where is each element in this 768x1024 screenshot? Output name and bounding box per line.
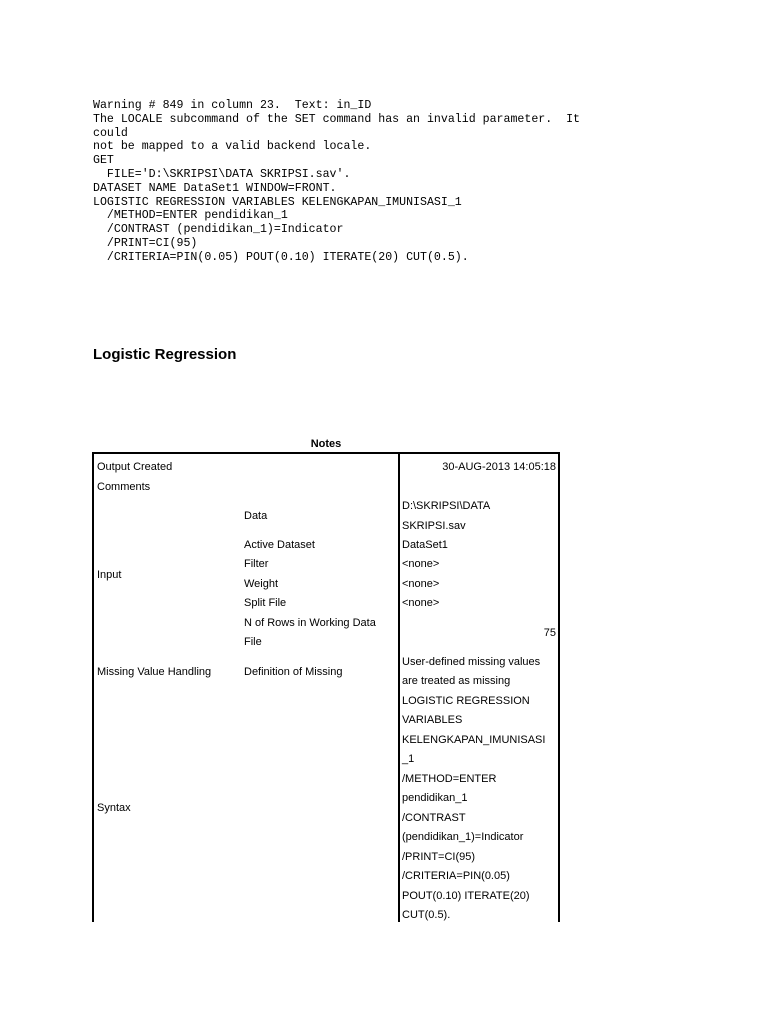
log-line: could: [93, 126, 128, 140]
output-created-value: 30-AUG-2013 14:05:18: [442, 461, 556, 473]
active-dataset-value: DataSet1: [402, 539, 448, 551]
log-line: GET: [93, 154, 114, 168]
log-line: Warning # 849 in column 23. Text: in_ID: [93, 99, 372, 112]
weight-value: <none>: [402, 578, 440, 590]
syntax-log: [93, 99, 653, 265]
syntax-line: POUT(0.10) ITERATE(20): [402, 890, 530, 902]
syntax-label: Syntax: [97, 802, 131, 814]
definition-of-missing-label: Definition of Missing: [244, 666, 343, 678]
syntax-line: pendidikan_1: [402, 792, 468, 804]
n-rows-value: 75: [543, 627, 556, 639]
definition-value-line: User-defined missing values: [402, 656, 541, 668]
input-label: Input: [97, 569, 122, 581]
log-line: /METHOD=ENTER pendidikan_1: [93, 209, 288, 223]
syntax-line: VARIABLES: [402, 714, 463, 726]
log-line: The LOCALE subcommand of the SET command has an invalid parameter. It: [93, 112, 581, 126]
syntax-line: KELENGKAPAN_IMUNISASI: [402, 734, 546, 746]
log-line: /CRITERIA=PIN(0.05) POUT(0.10) ITERATE(20) CUT(0.5).: [93, 250, 469, 264]
section-title: Logistic Regression: [93, 346, 237, 363]
syntax-line: /CONTRAST: [402, 812, 466, 824]
filter-label: Filter: [244, 558, 269, 570]
comments-label: Comments: [97, 481, 151, 493]
log-line: /PRINT=CI(95): [93, 236, 198, 250]
n-rows-label-line: N of Rows in Working Data: [244, 617, 376, 629]
n-rows-label-line: File: [244, 636, 262, 648]
notes-table: [92, 452, 560, 922]
definition-value-line: are treated as missing: [402, 675, 511, 687]
notes-table-title: Notes: [310, 438, 342, 450]
syntax-line: _1: [402, 753, 415, 765]
syntax-line: LOGISTIC REGRESSION: [402, 695, 530, 707]
split-file-value: <none>: [402, 597, 440, 609]
syntax-line: /PRINT=CI(95): [402, 851, 476, 863]
weight-label: Weight: [244, 578, 279, 590]
log-line: /CONTRAST (pendidikan_1)=Indicator: [93, 223, 344, 237]
output-created-label: Output Created: [97, 461, 173, 473]
log-line: LOGISTIC REGRESSION VARIABLES KELENGKAPAN_IMUNISASI_1: [93, 195, 462, 209]
syntax-line: /CRITERIA=PIN(0.05): [402, 870, 510, 882]
missing-value-handling-label: Missing Value Handling: [97, 666, 212, 678]
log-line: not be mapped to a valid backend locale.: [93, 140, 372, 154]
log-line: DATASET NAME DataSet1 WINDOW=FRONT.: [93, 181, 337, 195]
data-value-line: D:\SKRIPSI\DATA: [402, 500, 491, 512]
syntax-line: /METHOD=ENTER: [402, 773, 497, 785]
syntax-line: (pendidikan_1)=Indicator: [402, 831, 524, 843]
data-label: Data: [244, 510, 268, 522]
split-file-label: Split File: [244, 597, 287, 609]
log-line: FILE='D:\SKRIPSI\DATA SKRIPSI.sav'.: [93, 167, 351, 181]
syntax-line: CUT(0.5).: [402, 909, 451, 921]
data-value-line: SKRIPSI.sav: [402, 520, 466, 532]
column-divider: [398, 454, 400, 922]
filter-value: <none>: [402, 558, 440, 570]
active-dataset-label: Active Dataset: [244, 539, 315, 551]
